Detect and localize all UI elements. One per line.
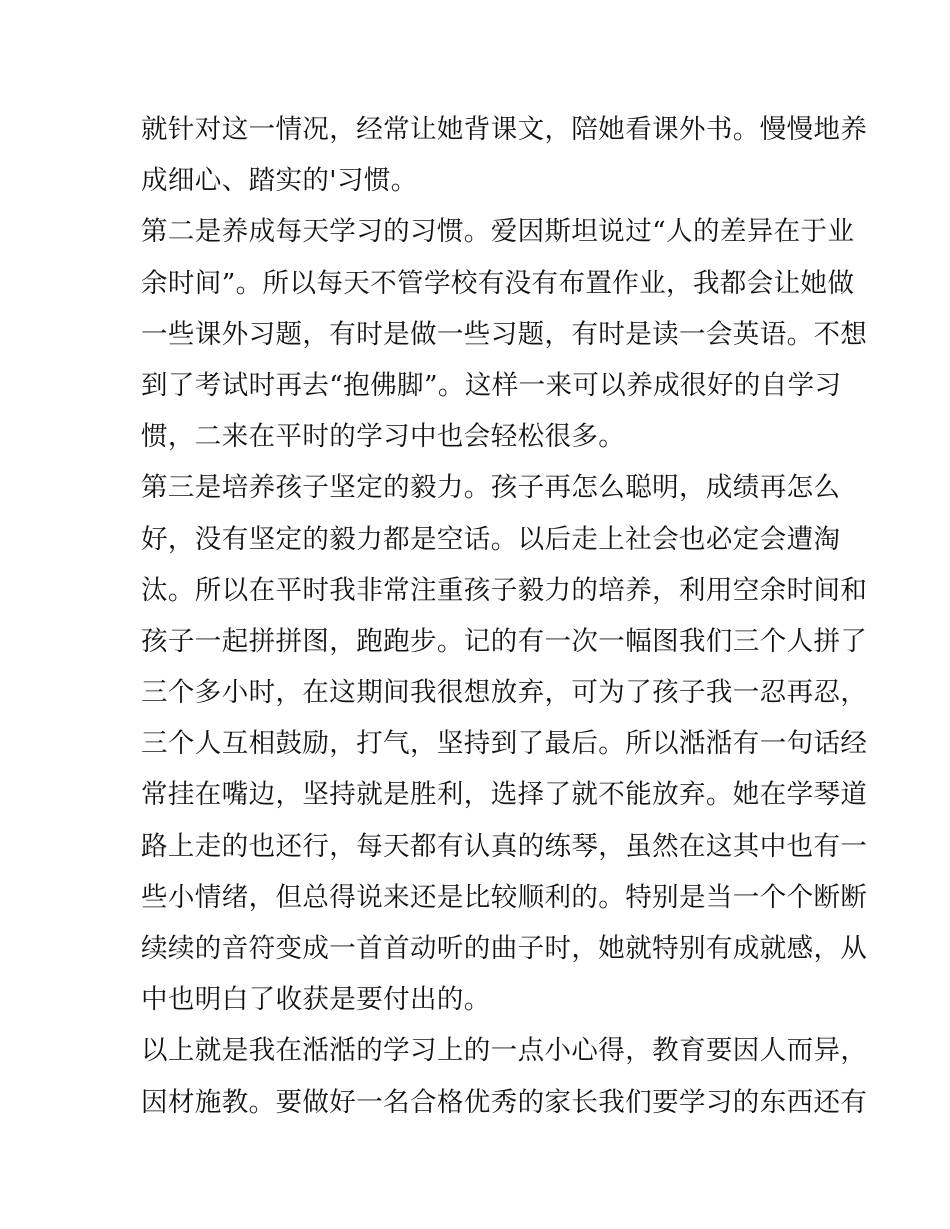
- text-line: 汰。所以在平时我非常注重孩子毅力的培养，利用空余时间和: [141, 574, 868, 606]
- text-line: 第二是养成每天学习的习惯。爱因斯坦说过“人的差异在于业: [141, 216, 855, 248]
- text-line: 好，没有坚定的毅力都是空话。以后走上社会也必定会遭淘: [141, 523, 841, 555]
- text-line: 三个人互相鼓励，打气，坚持到了最后。所以湉湉有一句话经: [141, 728, 868, 760]
- text-line: 到了考试时再去“抱佛脚”。这样一来可以养成很好的自学习: [141, 369, 842, 401]
- text-line: 孩子一起拼拼图，跑跑步。记的有一次一幅图我们三个人拼了: [141, 625, 868, 657]
- text-line: 第三是培养孩子坚定的毅力。孩子再怎么聪明，成绩再怎么: [141, 472, 841, 504]
- document-body: [141, 104, 868, 1128]
- text-line: 因材施教。要做好一名合格优秀的家长我们要学习的东西还有: [141, 1086, 868, 1118]
- text-line: 中也明白了收获是要付出的。: [141, 984, 491, 1016]
- text-line: 就针对这一情况，经常让她背课文，陪她看课外书。慢慢地养: [141, 114, 868, 145]
- text-line: 路上走的也还行，每天都有认真的练琴，虽然在这其中也有一: [141, 830, 868, 862]
- text-line: 成细心、踏实的'习惯。: [141, 165, 418, 197]
- text-line: 惯，二来在平时的学习中也会轻松很多。: [141, 421, 626, 453]
- text-line: 些小情绪，但总得说来还是比较顺利的。特别是当一个个断断: [141, 881, 868, 913]
- text-line: 常挂在嘴边，坚持就是胜利，选择了就不能放弃。她在学琴道: [141, 779, 868, 811]
- text-line: 余时间”。所以每天不管学校有没有布置作业，我都会让她做: [141, 267, 855, 299]
- text-line: 三个多小时，在这期间我很想放弃，可为了孩子我一忍再忍，: [141, 677, 868, 709]
- text-line: 一些课外习题，有时是做一些习题，有时是读一会英语。不想: [141, 318, 868, 350]
- text-line: 续续的音符变成一首首动听的曲子时，她就特别有成就感，从: [141, 933, 868, 964]
- text-line: 以上就是我在湉湉的学习上的一点小心得，教育要因人而异，: [141, 1035, 868, 1067]
